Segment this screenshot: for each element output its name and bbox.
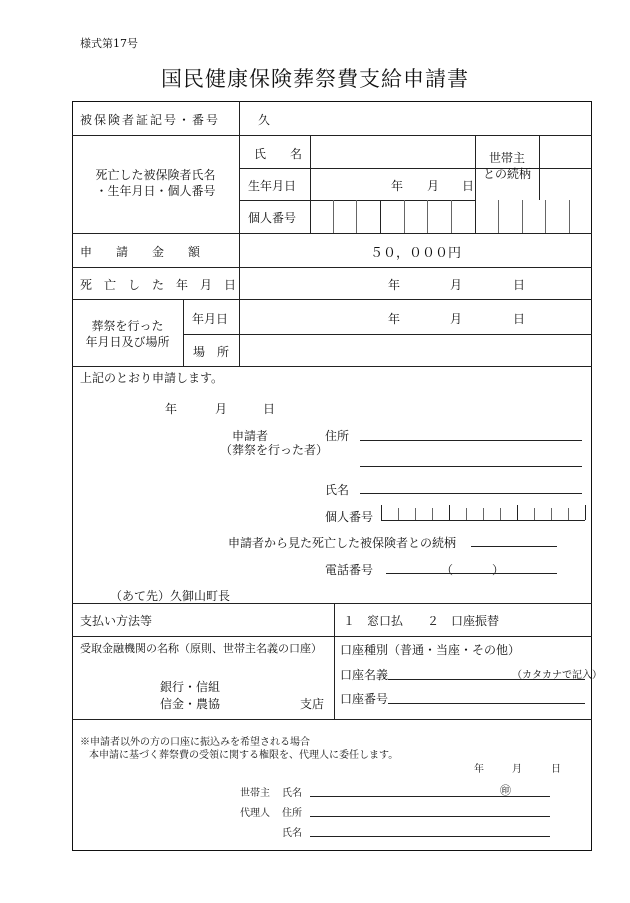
phone-line[interactable] <box>386 573 557 574</box>
seal-mark: ㊞ <box>500 784 511 797</box>
application-day-unit: 日 <box>263 402 276 416</box>
death-date-label: 死 亡 し た 年 月 日 <box>80 278 237 292</box>
relation-to-deceased-label: 申請者から見た死亡した被保険者との続柄 <box>228 536 457 550</box>
funeral-place-label: 場 所 <box>193 345 230 359</box>
death-day-unit: 日 <box>513 278 526 292</box>
householder-name-line[interactable] <box>310 796 550 797</box>
phone-paren-close: ） <box>492 563 505 577</box>
account-number-label: 口座番号 <box>340 692 389 706</box>
insured-number-label: 被保険者証記号・番号 <box>80 113 221 127</box>
death-date-field[interactable] <box>242 270 590 297</box>
proxy-year-unit: 年 <box>474 764 484 775</box>
phone-paren-open: （ <box>441 563 454 577</box>
payment-option2-number: ２ <box>427 614 440 628</box>
branch-label: 支店 <box>300 697 325 711</box>
agent-label: 代理人 <box>240 808 270 819</box>
birth-day-unit: 日 <box>462 179 475 193</box>
applicant-address-label: 住所 <box>325 429 350 443</box>
agent-address-line[interactable] <box>310 816 550 817</box>
payment-option1-number: １ <box>343 614 356 628</box>
account-name-line[interactable] <box>388 679 585 680</box>
applicant-sublabel: （葬祭を行った者） <box>220 443 329 457</box>
deceased-personal-number-field[interactable] <box>312 202 590 231</box>
applicant-name-line[interactable] <box>360 493 582 494</box>
proxy-day-unit: 日 <box>551 764 561 775</box>
applicant-name-label: 氏名 <box>325 483 350 497</box>
death-month-unit: 月 <box>450 278 463 292</box>
funeral-date-field[interactable] <box>242 302 590 332</box>
application-statement: 上記のとおり申請します。 <box>80 371 224 385</box>
application-year-unit: 年 <box>165 402 178 416</box>
insured-number-field[interactable] <box>286 108 586 130</box>
applicant-personal-number-label: 個人番号 <box>325 510 374 524</box>
birth-year-unit: 年 <box>391 179 404 193</box>
applicant-address-line1[interactable] <box>360 440 582 441</box>
form-title: 国民健康保険葬祭費支給申請書 <box>161 67 469 91</box>
household-relation-field[interactable] <box>541 138 590 198</box>
account-name-label: 口座名義 <box>340 668 389 682</box>
account-name-note: （カタカナで記入） <box>512 670 602 681</box>
account-type-label: 口座種別（普通・当座・その他） <box>340 643 521 657</box>
funeral-date-label: 年月日 <box>192 312 229 326</box>
relation-to-deceased-line[interactable] <box>471 546 557 547</box>
household-relation-label <box>475 150 539 182</box>
household-relation-line2: との続柄 <box>482 167 531 181</box>
proxy-note-2: 本申請に基づく葬祭費の受領に関する権限を、代理人に委任します。 <box>89 750 399 761</box>
agent-name-label: 氏名 <box>282 828 302 839</box>
applicant-personal-number-line[interactable] <box>381 520 585 521</box>
funeral-label-line2: 年月日及び場所 <box>85 335 170 349</box>
phone-label: 電話番号 <box>325 563 374 577</box>
applicant-label: 申請者 <box>232 429 269 443</box>
funeral-label-line1: 葬祭を行った <box>91 319 164 333</box>
deceased-label <box>72 167 239 199</box>
form-number: 様式第17号 <box>80 37 138 50</box>
birth-month-unit: 月 <box>427 179 440 193</box>
amount-value: ５０，０００円 <box>369 246 461 261</box>
deceased-personal-number-label: 個人番号 <box>248 211 297 225</box>
applicant-address-line2[interactable] <box>360 466 582 467</box>
householder-name-label: 氏名 <box>282 788 302 799</box>
bank-name-label: 受取金融機関の名称（原則、世帯主名義の口座） <box>80 642 322 655</box>
funeral-day-unit: 日 <box>513 312 526 326</box>
agent-name-line[interactable] <box>310 836 550 837</box>
proxy-note-1: ※申請者以外の方の口座に振込みを希望される場合 <box>80 737 310 748</box>
birth-date-label: 生年月日 <box>248 179 297 193</box>
application-month-unit: 月 <box>215 402 228 416</box>
insured-number-prefix: 久 <box>258 113 271 127</box>
payment-method-label: 支払い方法等 <box>80 614 153 628</box>
deceased-label-line1: 死亡した被保険者氏名 <box>95 168 216 182</box>
deceased-name-field[interactable] <box>312 138 472 166</box>
payment-option-counter[interactable]: 窓口払 <box>367 614 404 628</box>
payment-option-transfer[interactable]: 口座振替 <box>451 614 500 628</box>
householder-label: 世帯主 <box>240 788 270 799</box>
bank-name-field[interactable] <box>80 656 230 711</box>
bank-type-2: 信金・農協 <box>160 697 221 711</box>
funeral-label <box>72 318 183 350</box>
bank-type-1: 銀行・信組 <box>160 680 221 694</box>
funeral-month-unit: 月 <box>450 312 463 326</box>
household-relation-line1: 世帯主 <box>488 151 525 165</box>
funeral-place-field[interactable] <box>242 336 590 364</box>
deceased-name-label: 氏 名 <box>254 147 303 161</box>
amount-label: 申 請 金 額 <box>80 245 201 259</box>
addressee: （あて先）久御山町長 <box>110 589 231 603</box>
funeral-year-unit: 年 <box>388 312 401 326</box>
death-year-unit: 年 <box>388 278 401 292</box>
account-number-line[interactable] <box>388 703 585 704</box>
proxy-month-unit: 月 <box>512 764 522 775</box>
deceased-label-line2: ・生年月日・個人番号 <box>95 184 216 198</box>
agent-address-label: 住所 <box>282 808 302 819</box>
